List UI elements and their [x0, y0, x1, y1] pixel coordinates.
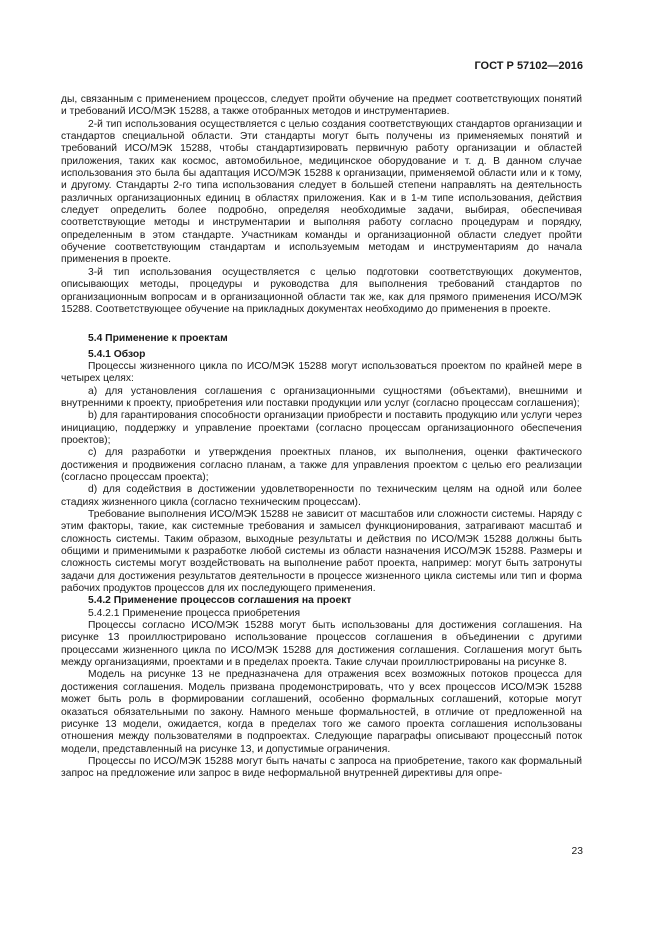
standard-code-header: ГОСТ Р 57102—2016	[474, 60, 583, 72]
paragraph-acquisition-request: Процессы по ИСО/МЭК 15288 могут быть начаты с запроса на приобретение, такого как формальный запрос на предложение или запрос в виде неформальной внутренней директивы для опре-	[61, 755, 582, 780]
paragraph-type2: 2-й тип использования осуществляется с целью создания соответствующих стандартов организации и стандартов специальной области. Эти стандарты могут быть получены из применяемых понятий и требований ИСО/МЭК 15288, чтобы стандартизировать первичную работу организации и областей приложения, таких как космос, автомобильное, медицинское оборудование и т. д. В данном случае использования это была бы адаптация ИСО/МЭК 15288 к организации, применяемой области или и к тому, и другому. Стандарты 2-го типа использования следует в большей степени направлять на деятельность различных организационных единиц в областях приложения. Как и в 1-м типе использования, действия следует определить более подробно, определяя необходимые задачи, выбирая, обеспечивая соответствующие методы и инструментарии и выполняя работу согласно процедурам и порядку, определенным в этом стандарте. Участникам команды и организационной области следует пройти обучение соответствующим стандартам и используемым методам и инструментариям до начала применения в проекте.	[61, 118, 582, 266]
section-heading-5-4: 5.4 Применение к проектам	[88, 333, 228, 345]
paragraph-model-figure-13: Модель на рисунке 13 не предназначена для отражения всех возможных потоков процесса для достижения соглашения. Модель призвана продемонстрировать, что у всех процессов ИСО/МЭК 15288 может быть роль в формировании соглашений, особенно формальных соглашений, которые могут оказаться обязательными по закону. Намного меньше формальностей, в отличие от предложенной на рисунке 13 модели, ожидается, когда в пределах того же самого проекта соглашения использованы отношения между пользователями в подпроектах. Следующие параграфы описывают процессный поток модели, представленный на рисунке 13, и допустимые ограничения.	[61, 669, 582, 755]
paragraph-continuation: ды, связанным с применением процессов, следует пройти обучение на предмет соответствующих понятий и требований ИСО/МЭК 15288, а также отобранных методов и инструментариев.	[61, 94, 582, 118]
subsection-heading-5-4-2: 5.4.2 Применение процессов соглашения на проект	[88, 595, 352, 607]
paragraph-agreement-processes: Процессы согласно ИСО/МЭК 15288 могут быть использованы для достижения соглашения. На рисунке 13 проиллюстрировано использование процессов соглашения в объединении с другими процессами жизненного цикла по ИСО/МЭК 15288 для достижения соглашения. Соглашения могут быть между организациями, проектами и в пределах проекта. Такие случаи проиллюстрированы на рисунке 8.	[61, 620, 582, 669]
list-item-b: b) для гарантирования способности организации приобрести и поставить продукцию или услуги через инициацию, поддержку и управление проектами (согласно процессам организационного обеспечения проектов);	[61, 410, 582, 446]
paragraph-requirements: Требование выполнения ИСО/МЭК 15288 не зависит от масштабов или сложности системы. Наряду с этим факторы, такие, как системные требования и замысел функционирования, затрагивают масштаб и сложность системы. Таким образом, выходные результаты и действия по ИСО/МЭК 15288 должны быть общими и применимыми к разработке любой системы из области назначения ИСО/МЭК 15288. Размеры и сложность системы могут воздействовать на выполнение работ проекта, например: могут быть затронуты задачи для достижения результатов деятельности в процессе жизненного цикла системы или тип и форма рабочих продуктов процессов для их последующего применения.	[61, 509, 582, 595]
page-number: 23	[571, 846, 583, 857]
paragraph-type3: 3-й тип использования осуществляется с целью подготовки соответствующих документов, описывающих методы, процедуры и руководства для выполнения требований стандартов по организационным вопросам и в организационной области так же, как для прямого применения ИСО/МЭК 15288. Соответствующее обучение на прикладных документах необходимо до применения в проекте.	[61, 266, 582, 315]
list-item-a: а) для установления соглашения с организационными сущностями (объектами), внешними и внутренними к проекту, приобретения или поставки продукции или услуг (согласно процессам соглашения);	[61, 385, 582, 409]
paragraph-purposes: Процессы жизненного цикла по ИСО/МЭК 15288 могут использоваться проектом по крайней мере в четырех целях:	[61, 360, 582, 385]
document-body	[61, 94, 582, 781]
subsection-heading-5-4-1: 5.4.1 Обзор	[88, 348, 146, 360]
list-item-d: d) для содействия в достижении удовлетворенности по техническим целям на одной или более стадиях жизненного цикла (согласно техническим процессам).	[61, 484, 582, 508]
list-item-c: с) для разработки и утверждения проектных планов, их выполнения, оценки фактического достижения и продвижения согласно планам, а также для управления проектом с целью его реализации (согласно процессам проекта);	[61, 447, 582, 483]
subsection-heading-5-4-2-1: 5.4.2.1 Применение процесса приобретения	[88, 607, 301, 619]
